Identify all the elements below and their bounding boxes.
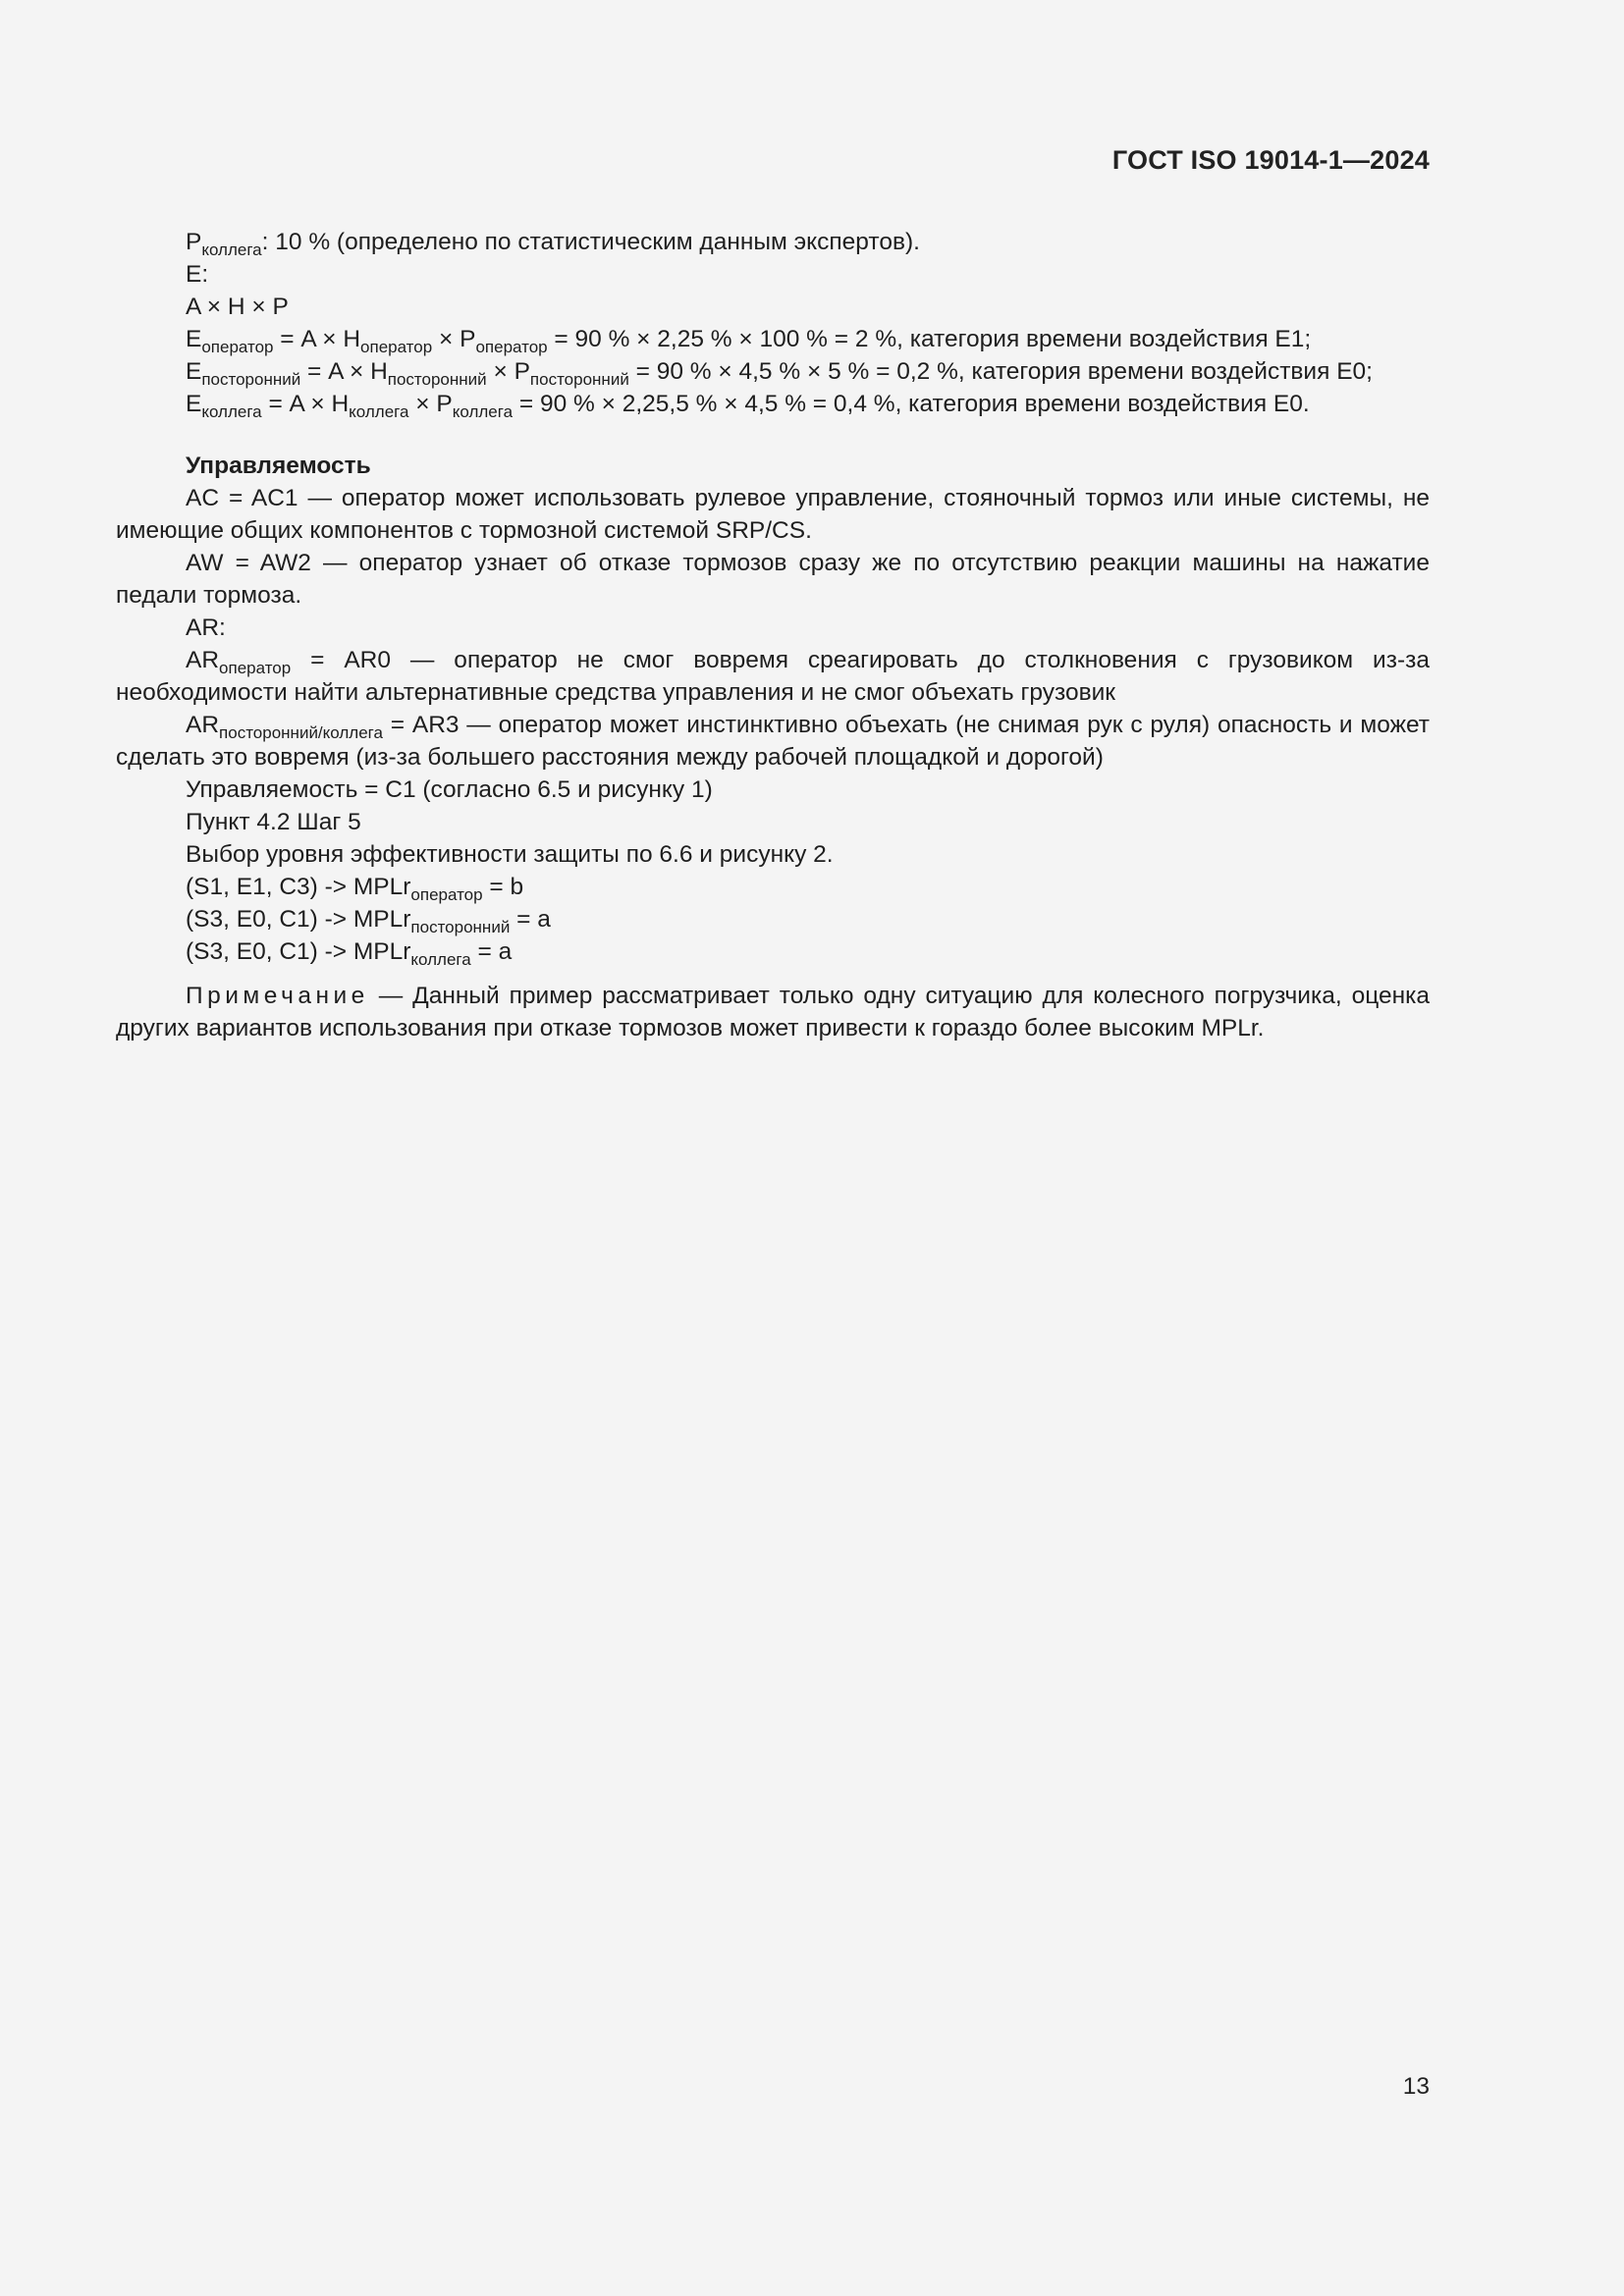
- note-text: — Данный пример рассматривает только одну ситуацию для колесного погрузчика, оценка других вариантов использования при отказе тормозов может привести к гораздо более высоким MPLr.: [116, 983, 1430, 1041]
- subscript: посторонний: [201, 370, 301, 389]
- symbol-e: E: [186, 326, 202, 352]
- e-colleague-line: [116, 388, 1430, 420]
- ac-paragraph: AC = AC1 — оператор может использовать рулевое управление, стояночный тормоз или иные системы, не имеющие общих компонентов с тормозной системой SRP/CS.: [116, 485, 1430, 544]
- ar-others-text: = AR3 — оператор может инстинктивно объехать (не снимая рук с руля) опасность и может сделать это вовремя (из-за большего расстояния между рабочей площадкой и дорогой): [116, 712, 1430, 771]
- ar-operator-text: = AR0 — оператор не смог вовремя среагировать до столкновения с грузовиком из-за необходимости найти альтернативные средства управления и не смог объехать грузовик: [116, 647, 1430, 706]
- subscript: посторонний: [387, 370, 487, 389]
- formula-part: × P: [432, 326, 476, 352]
- mplr-value: = a: [470, 938, 513, 965]
- symbol-ar: AR: [186, 647, 220, 673]
- formula-result: = 90 % × 2,25 % × 100 % = 2 %, категория времени воздействия E1;: [547, 326, 1312, 352]
- formula-part: = A × H: [300, 358, 388, 385]
- note-paragraph: [116, 980, 1430, 1044]
- symbol-ar: AR: [186, 712, 220, 738]
- note-label: Примечание: [186, 983, 369, 1009]
- e-label: E:: [186, 261, 209, 288]
- subscript: посторонний: [410, 918, 511, 936]
- p-colleague-text: : 10 % (определено по статистическим данным экспертов).: [261, 229, 920, 255]
- formula-result: = 90 % × 2,25,5 % × 4,5 % = 0,4 %, категория времени воздействия E0.: [513, 391, 1310, 417]
- controllability-result: Управляемость = C1 (согласно 6.5 и рисунку 1): [186, 776, 713, 803]
- formula-part: = A × H: [261, 391, 350, 417]
- mplr-result-colleague: [116, 935, 1430, 968]
- subscript: посторонний/коллега: [219, 723, 383, 742]
- subscript: коллега: [201, 240, 262, 259]
- formula-result: = 90 % × 4,5 % × 5 % = 0,2 %, категория времени воздействия E0;: [628, 358, 1373, 385]
- formula-part: × P: [408, 391, 453, 417]
- symbol-p: P: [186, 229, 202, 255]
- symbol-e: E: [186, 391, 202, 417]
- page-number: 13: [1402, 2073, 1430, 2100]
- spacer: [116, 968, 1430, 980]
- e-bystander-line: [116, 355, 1430, 388]
- ar-label: AR:: [186, 614, 226, 641]
- ar-others-paragraph: [116, 709, 1430, 774]
- step-description: Выбор уровня эффективности защиты по 6.6 и рисунку 2.: [186, 841, 834, 868]
- p-colleague-line: [116, 226, 1430, 258]
- subscript: коллега: [410, 950, 471, 969]
- e-operator-line: [116, 323, 1430, 355]
- mplr-params: (S3, E0, C1) -> MPLr: [186, 938, 411, 965]
- exposure-formula: A × H × P: [186, 294, 289, 320]
- subscript: оператор: [219, 659, 292, 677]
- mplr-params: (S1, E1, C3) -> MPLr: [186, 874, 411, 900]
- subscript: оператор: [475, 338, 548, 356]
- mplr-result-operator: [116, 871, 1430, 903]
- aw-paragraph: AW = AW2 — оператор узнает об отказе тормозов сразу же по отсутствию реакции машины на нажатие педали тормоза.: [116, 550, 1430, 609]
- subscript: оператор: [360, 338, 433, 356]
- subscript: оператор: [201, 338, 274, 356]
- mplr-result-bystander: [116, 903, 1430, 935]
- subscript: коллега: [349, 402, 409, 421]
- mplr-value: = a: [510, 906, 551, 933]
- ar-operator-paragraph: [116, 644, 1430, 709]
- document-body: [116, 226, 1430, 1044]
- subscript: посторонний: [529, 370, 629, 389]
- spacer: [116, 420, 1430, 450]
- subscript: коллега: [452, 402, 514, 421]
- formula-part: × P: [486, 358, 530, 385]
- mplr-params: (S3, E0, C1) -> MPLr: [186, 906, 411, 933]
- document-header: ГОСТ ISO 19014-1—2024: [1111, 145, 1430, 175]
- symbol-e: E: [186, 358, 202, 385]
- formula-part: = A × H: [273, 326, 361, 352]
- section-heading: Управляемость: [186, 453, 371, 479]
- subscript: коллега: [201, 402, 262, 421]
- step-title: Пункт 4.2 Шаг 5: [186, 809, 361, 835]
- mplr-value: = b: [482, 874, 524, 900]
- subscript: оператор: [410, 885, 483, 904]
